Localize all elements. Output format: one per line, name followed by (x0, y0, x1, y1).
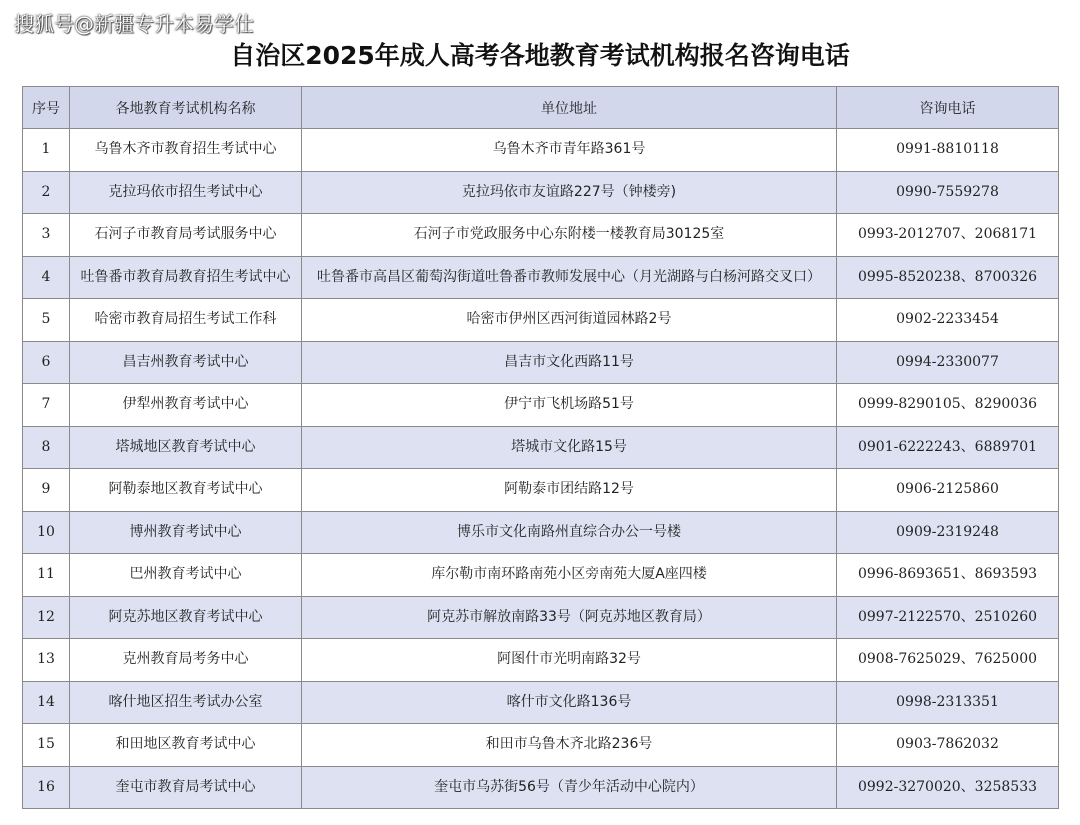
row-phone: 0908-7625029、7625000 (837, 639, 1059, 682)
table-row (23, 214, 1059, 257)
row-name: 克拉玛依市招生考试中心 (70, 171, 302, 214)
row-phone: 0992-3270020、3258533 (837, 766, 1059, 809)
row-address: 博乐市文化南路州直综合办公一号楼 (302, 511, 837, 554)
row-address: 哈密市伊州区西河街道园林路2号 (302, 299, 837, 342)
row-phone: 0994-2330077 (837, 341, 1059, 384)
row-address: 塔城市文化路15号 (302, 426, 837, 469)
row-no: 5 (23, 299, 70, 342)
row-phone: 0993-2012707、2068171 (837, 214, 1059, 257)
row-no: 3 (23, 214, 70, 257)
table-header-row (23, 87, 1059, 129)
row-name: 乌鲁木齐市教育招生考试中心 (70, 129, 302, 172)
row-address: 和田市乌鲁木齐北路236号 (302, 724, 837, 767)
row-phone: 0996-8693651、8693593 (837, 554, 1059, 597)
header-phone: 咨询电话 (837, 87, 1059, 129)
row-no: 10 (23, 511, 70, 554)
row-address: 昌吉市文化西路11号 (302, 341, 837, 384)
row-address: 阿克苏市解放南路33号（阿克苏地区教育局） (302, 596, 837, 639)
table-row (23, 596, 1059, 639)
row-address: 石河子市党政服务中心东附楼一楼教育局30125室 (302, 214, 837, 257)
row-phone: 0998-2313351 (837, 681, 1059, 724)
row-address: 阿图什市光明南路32号 (302, 639, 837, 682)
row-name: 昌吉州教育考试中心 (70, 341, 302, 384)
row-no: 2 (23, 171, 70, 214)
row-name: 博州教育考试中心 (70, 511, 302, 554)
row-name: 阿克苏地区教育考试中心 (70, 596, 302, 639)
row-phone: 0902-2233454 (837, 299, 1059, 342)
table-row (23, 129, 1059, 172)
row-address: 奎屯市乌苏街56号（青少年活动中心院内） (302, 766, 837, 809)
table-row (23, 256, 1059, 299)
row-address: 阿勒泰市团结路12号 (302, 469, 837, 512)
row-name: 巴州教育考试中心 (70, 554, 302, 597)
row-phone: 0999-8290105、8290036 (837, 384, 1059, 427)
row-no: 8 (23, 426, 70, 469)
row-phone: 0990-7559278 (837, 171, 1059, 214)
row-phone: 0909-2319248 (837, 511, 1059, 554)
header-address: 单位地址 (302, 87, 837, 129)
row-no: 16 (23, 766, 70, 809)
table-row (23, 171, 1059, 214)
row-no: 7 (23, 384, 70, 427)
row-address: 乌鲁木齐市青年路361号 (302, 129, 837, 172)
row-name: 哈密市教育局招生考试工作科 (70, 299, 302, 342)
header-no: 序号 (23, 87, 70, 129)
row-name: 伊犁州教育考试中心 (70, 384, 302, 427)
row-name: 吐鲁番市教育局教育招生考试中心 (70, 256, 302, 299)
table-row (23, 469, 1059, 512)
table-row (23, 724, 1059, 767)
row-address: 库尔勒市南环路南苑小区旁南苑大厦A座四楼 (302, 554, 837, 597)
watermark-text: 搜狐号@新疆专升本易学仕 (14, 12, 254, 36)
row-no: 13 (23, 639, 70, 682)
page-title: 自治区2025年成人高考各地教育考试机构报名咨询电话 (230, 41, 850, 70)
row-name: 喀什地区招生考试办公室 (70, 681, 302, 724)
table-row (23, 681, 1059, 724)
row-phone: 0903-7862032 (837, 724, 1059, 767)
row-no: 6 (23, 341, 70, 384)
table-row (23, 554, 1059, 597)
table-row (23, 766, 1059, 809)
contact-table (22, 86, 1059, 809)
table-row (23, 639, 1059, 682)
row-name: 和田地区教育考试中心 (70, 724, 302, 767)
table-row (23, 426, 1059, 469)
row-phone: 0906-2125860 (837, 469, 1059, 512)
row-phone: 0991-8810118 (837, 129, 1059, 172)
row-address: 喀什市文化路136号 (302, 681, 837, 724)
header-name: 各地教育考试机构名称 (70, 87, 302, 129)
row-no: 12 (23, 596, 70, 639)
row-name: 石河子市教育局考试服务中心 (70, 214, 302, 257)
row-name: 塔城地区教育考试中心 (70, 426, 302, 469)
row-phone: 0995-8520238、8700326 (837, 256, 1059, 299)
row-no: 14 (23, 681, 70, 724)
table-row (23, 384, 1059, 427)
row-address: 吐鲁番市高昌区葡萄沟街道吐鲁番市教师发展中心（月光湖路与白杨河路交叉口） (302, 256, 837, 299)
row-name: 奎屯市教育局考试中心 (70, 766, 302, 809)
table-row (23, 511, 1059, 554)
row-no: 11 (23, 554, 70, 597)
row-address: 伊宁市飞机场路51号 (302, 384, 837, 427)
row-name: 克州教育局考务中心 (70, 639, 302, 682)
row-no: 15 (23, 724, 70, 767)
row-no: 1 (23, 129, 70, 172)
table-row (23, 341, 1059, 384)
row-address: 克拉玛依市友谊路227号（钟楼旁) (302, 171, 837, 214)
row-no: 9 (23, 469, 70, 512)
row-no: 4 (23, 256, 70, 299)
row-phone: 0997-2122570、2510260 (837, 596, 1059, 639)
table-row (23, 299, 1059, 342)
row-phone: 0901-6222243、6889701 (837, 426, 1059, 469)
row-name: 阿勒泰地区教育考试中心 (70, 469, 302, 512)
